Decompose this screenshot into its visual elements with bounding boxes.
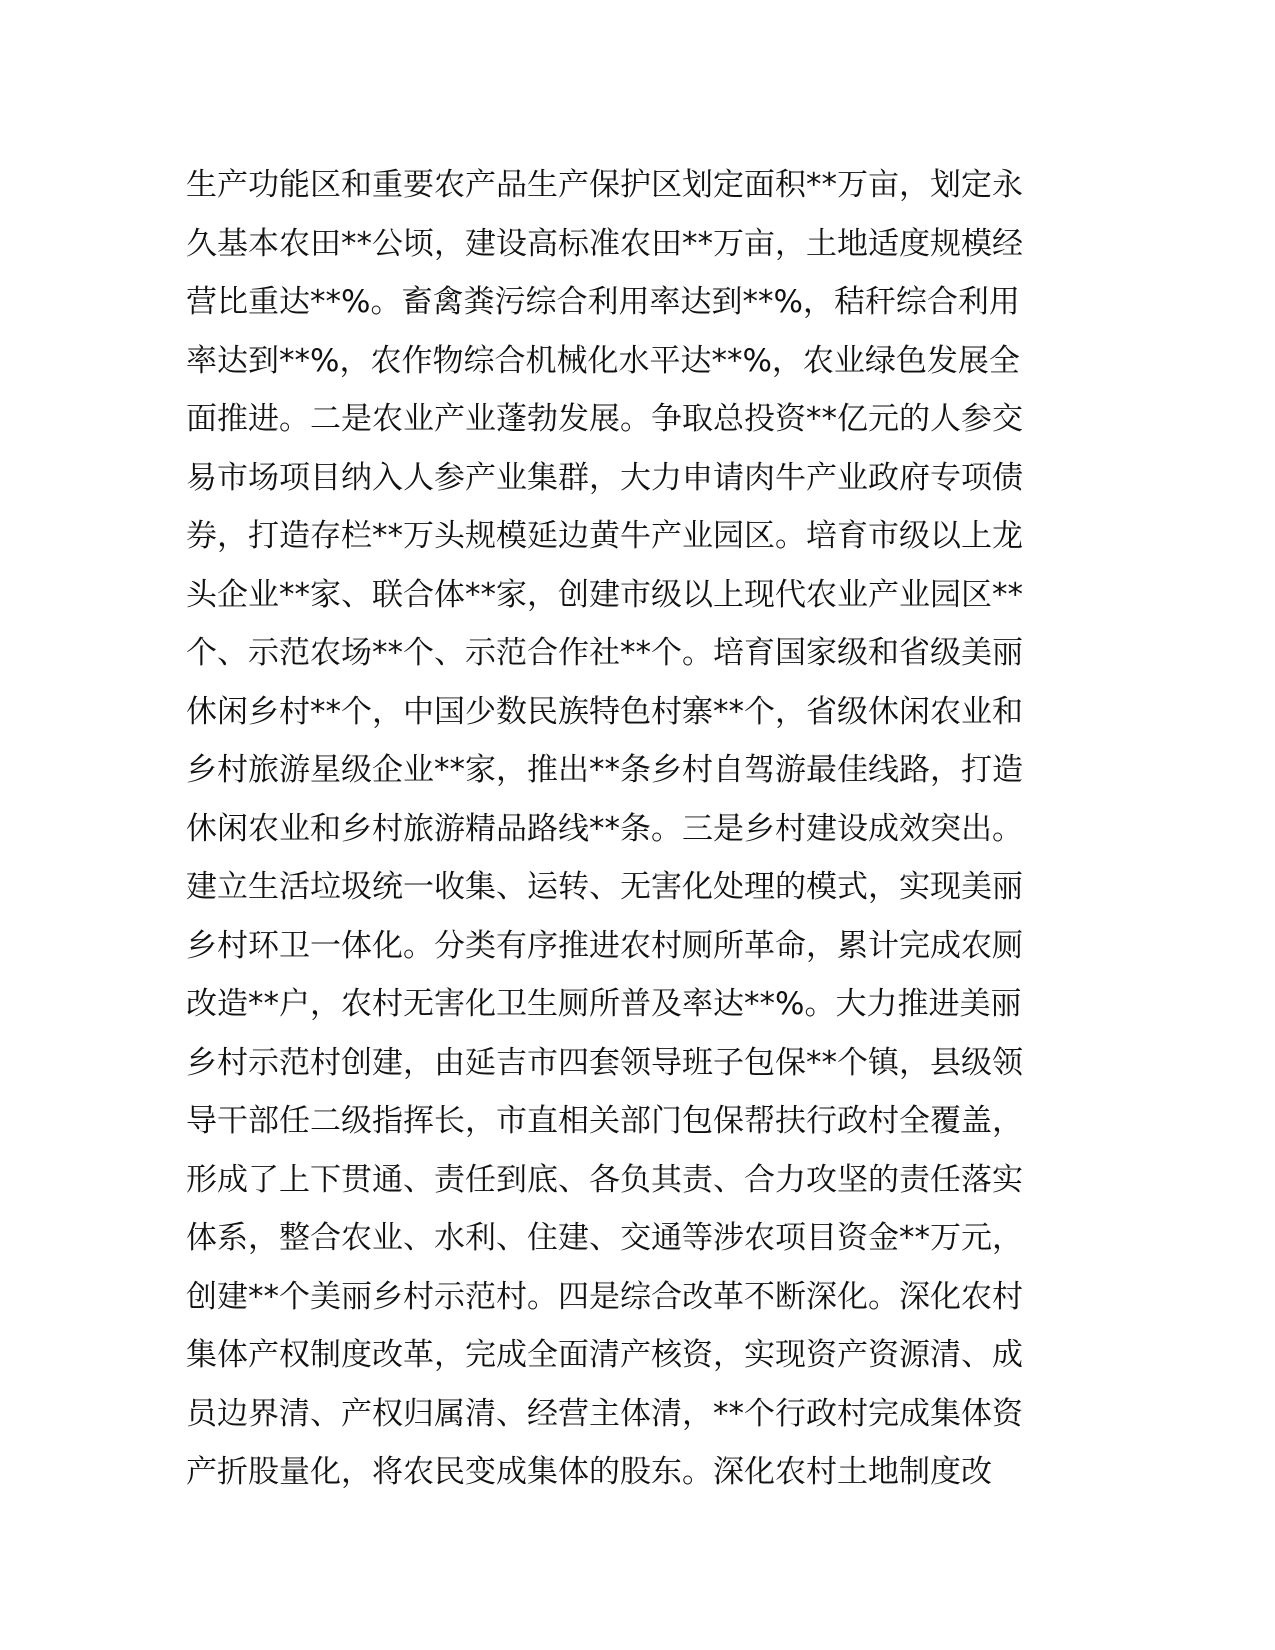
text-line: 导干部任二级指挥长，市直相关部门包保帮扶行政村全覆盖， [186,1103,1023,1139]
text-line: 乡村环卫一体化。分类有序推进农村厕所革命，累计完成农厕 [186,927,1023,964]
text-line: 券，打造存栏**万头规模延边黄牛产业园区。培育市级以上龙 [186,518,1023,554]
text-line: 个、示范农场**个、示范合作社**个。培育国家级和省级美丽 [186,635,1023,671]
text-line: 乡村示范村创建，由延吉市四套领导班子包保**个镇，县级领 [186,1044,1023,1081]
text-line: 生产功能区和重要农产品生产保护区划定面积**万亩，划定永 [186,167,1023,203]
text-line: 形成了上下贯通、责任到底、各负其责、合力攻坚的责任落实 [186,1161,1023,1198]
text-line: 体系，整合农业、水利、住建、交通等涉农项目资金**万元， [186,1220,1023,1256]
text-line: 乡村旅游星级企业**家，推出**条乡村自驾游最佳线路，打造 [186,752,1023,788]
body-text [186,156,1086,1502]
text-line: 营比重达**%。畜禽粪污综合利用率达到**%，秸秆综合利用 [186,284,1020,320]
text-line: 建立生活垃圾统一收集、运转、无害化处理的模式，实现美丽 [186,869,1023,905]
text-line: 久基本农田**公顷，建设高标准农田**万亩，土地适度规模经 [186,225,1023,262]
text-line: 面推进。二是农业产业蓬勃发展。争取总投资**亿元的人参交 [186,401,1023,437]
text-line: 集体产权制度改革，完成全面清产核资，实现资产资源清、成 [186,1337,1023,1373]
text-line: 创建**个美丽乡村示范村。四是综合改革不断深化。深化农村 [186,1278,1023,1315]
text-line: 改造**户，农村无害化卫生厕所普及率达**%。大力推进美丽 [186,986,1022,1022]
text-line: 产折股量化，将农民变成集体的股东。深化农村土地制度改 [186,1454,992,1490]
text-line: 率达到**%，农作物综合机械化水平达**%，农业绿色发展全 [186,342,1020,379]
text-line: 易市场项目纳入人参产业集群，大力申请肉牛产业政府专项债 [186,459,1023,496]
text-line: 休闲农业和乡村旅游精品路线**条。三是乡村建设成效突出。 [186,810,1023,847]
text-line: 休闲乡村**个，中国少数民族特色村寨**个，省级休闲农业和 [186,693,1023,730]
text-line: 头企业**家、联合体**家，创建市级以上现代农业产业园区** [186,576,1023,613]
text-line: 员边界清、产权归属清、经营主体清，**个行政村完成集体资 [186,1395,1023,1432]
